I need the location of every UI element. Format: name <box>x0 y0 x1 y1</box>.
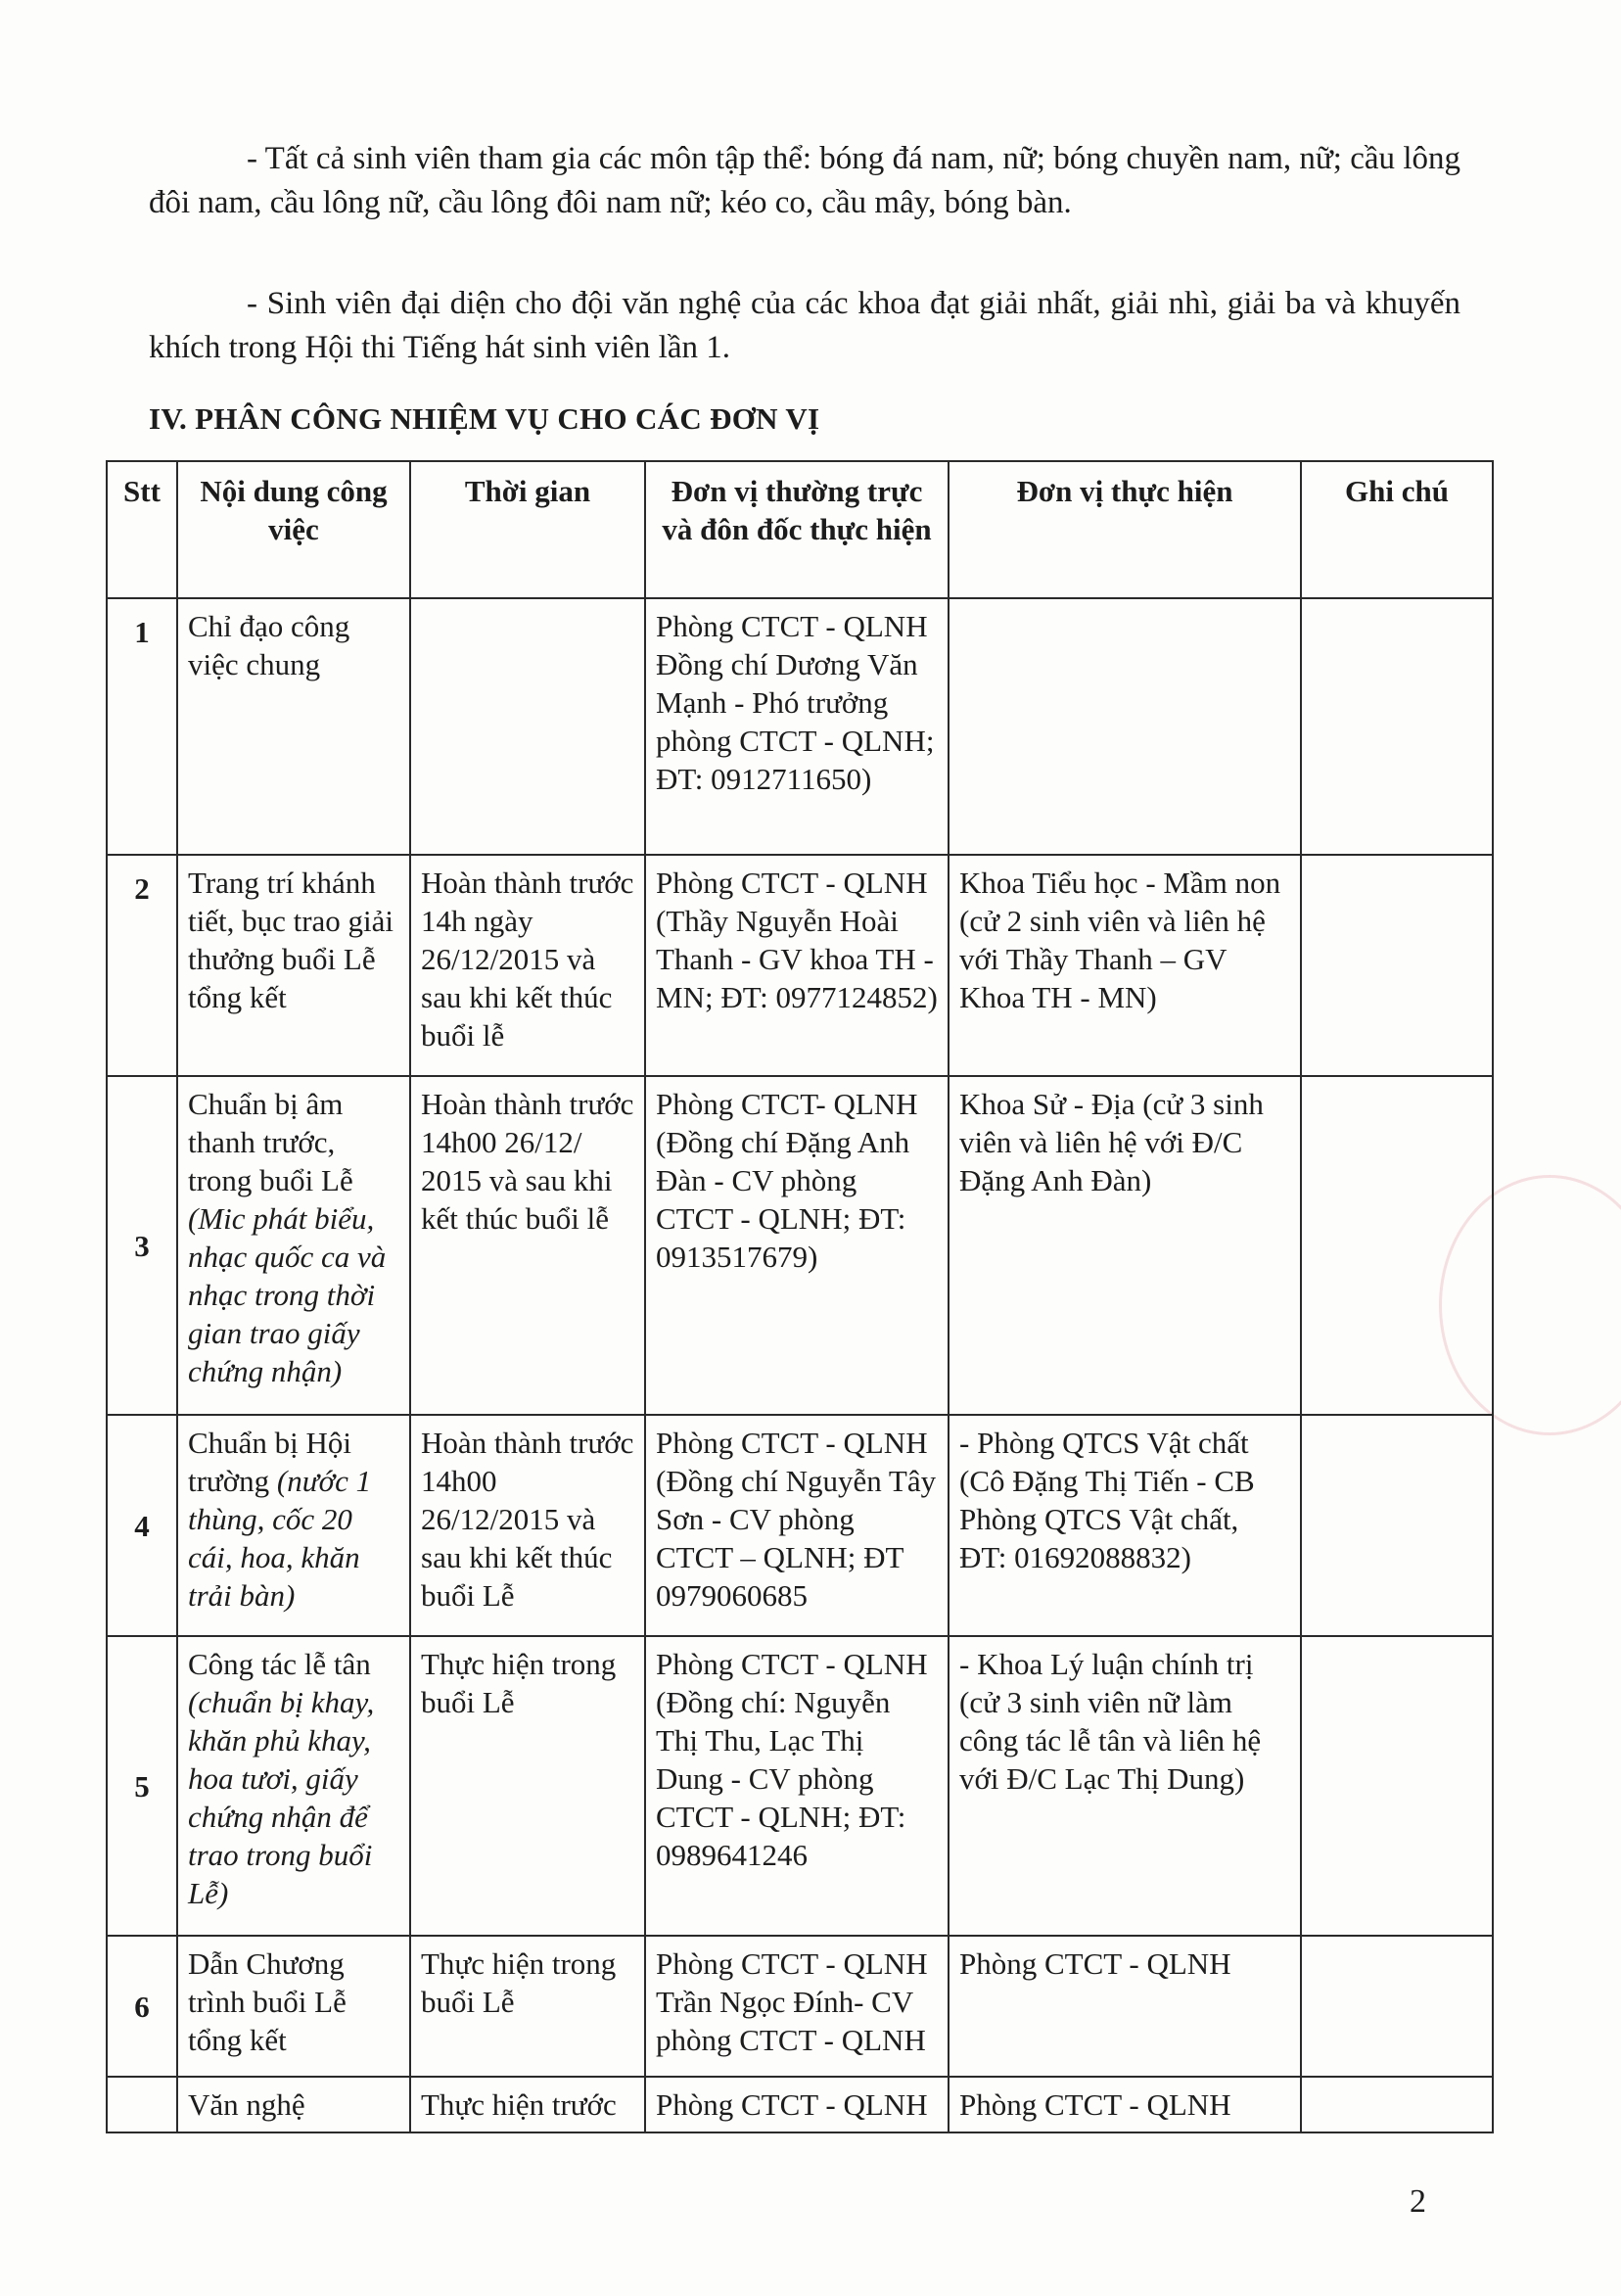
task-assignment-table <box>106 460 1494 2133</box>
supervisor-contact: Trần Ngọc Đính- CV phòng CTCT - QLNH <box>656 1985 926 2057</box>
executor-detail: (Cô Đặng Thị Tiến - CB Phòng QTCS Vật chất, ĐT: 01692088832) <box>959 1464 1255 1574</box>
table-row <box>107 1076 1493 1415</box>
paragraph-text: - Sinh viên đại diện cho đội văn nghệ của các khoa đạt giải nhất, giải nhì, giải ba và khuyến khích trong Hội thi Tiếng hát sinh viên lần 1. <box>149 286 1460 365</box>
row-supervisor <box>645 2077 949 2132</box>
executor-unit: - Phòng QTCS Vật chất <box>959 1426 1249 1460</box>
row-stt: 1 <box>107 598 177 855</box>
header-stt: Stt <box>107 461 177 598</box>
row-supervisor <box>645 598 949 855</box>
row-note <box>1301 1076 1493 1415</box>
table-header-row <box>107 461 1493 598</box>
content-text: Trang trí khánh tiết, bục trao giải thưởng buổi Lễ tổng kết <box>188 866 394 1014</box>
content-note: (Mic phát biểu, nhạc quốc ca và nhạc trong thời gian trao giấy chứng nhận) <box>188 1201 387 1388</box>
paragraph-text: - Tất cả sinh viên tham gia các môn tập thể: bóng đá nam, nữ; bóng chuyền nam, nữ; cầu lông đôi nam, cầu lông nữ, cầu lông đôi nam nữ; kéo co, cầu mây, bóng bàn. <box>149 141 1460 220</box>
row-supervisor <box>645 1415 949 1636</box>
row-executor <box>949 855 1301 1076</box>
supervisor-unit: Phòng CTCT - QLNH <box>656 1946 928 1981</box>
content-text: Chuẩn bị Hội trường <box>188 1426 352 1498</box>
row-time: Thực hiện trong buổi Lễ <box>410 1636 645 1936</box>
row-executor <box>949 1076 1301 1415</box>
executor-detail: Khoa Sử - Địa (cử 3 sinh viên và liên hệ với Đ/C Đặng Anh Đàn) <box>959 1087 1264 1197</box>
header-executor: Đơn vị thực hiện <box>949 461 1301 598</box>
supervisor-contact: (Đồng chí Nguyễn Tây Sơn - CV phòng CTCT – QLNH; ĐT 0979060685 <box>656 1464 937 1613</box>
table-row <box>107 598 1493 855</box>
row-executor <box>949 598 1301 855</box>
row-executor <box>949 1636 1301 1936</box>
row-stt <box>107 2077 177 2132</box>
supervisor-contact: Đồng chí Dương Văn Mạnh - Phó trưởng phòng CTCT - QLNH; ĐT: 0912711650) <box>656 647 935 796</box>
row-time: Hoàn thành trước 14h00 26/12/2015 và sau khi kết thúc buổi Lễ <box>410 1415 645 1636</box>
table-row <box>107 2077 1493 2132</box>
row-note <box>1301 1415 1493 1636</box>
row-content <box>177 1076 410 1415</box>
content-text: Dẫn Chương trình buổi Lễ tổng kết <box>188 1946 347 2057</box>
executor-detail: (cử 2 sinh viên và liên hệ với Thầy Thanh – GV Khoa TH - MN) <box>959 904 1266 1014</box>
executor-unit: Khoa Tiểu học - Mầm non <box>959 866 1281 900</box>
row-note <box>1301 1936 1493 2077</box>
row-content <box>177 1936 410 2077</box>
header-note: Ghi chú <box>1301 461 1493 598</box>
row-note <box>1301 855 1493 1076</box>
row-stt: 6 <box>107 1936 177 2077</box>
row-stt: 5 <box>107 1636 177 1936</box>
row-note <box>1301 2077 1493 2132</box>
content-text: Chuẩn bị âm thanh trước, trong buổi Lễ <box>188 1087 353 1197</box>
executor-detail: - Khoa Lý luận chính trị (cử 3 sinh viên nữ làm công tác lễ tân và liên hệ với Đ/C Lạc Thị Dung) <box>959 1647 1262 1796</box>
row-supervisor <box>645 855 949 1076</box>
paragraph-participants <box>149 137 1460 225</box>
supervisor-unit: Phòng CTCT - QLNH <box>656 2087 928 2122</box>
row-stt: 4 <box>107 1415 177 1636</box>
supervisor-contact: (Thầy Nguyễn Hoài Thanh - GV khoa TH - MN; ĐT: 0977124852) <box>656 904 938 1014</box>
supervisor-unit: Phòng CTCT- QLNH <box>656 1087 918 1121</box>
header-time: Thời gian <box>410 461 645 598</box>
header-content: Nội dung công việc <box>177 461 410 598</box>
row-supervisor <box>645 1936 949 2077</box>
row-time: Thực hiện trong buổi Lễ <box>410 1936 645 2077</box>
paragraph-art-team <box>149 282 1460 370</box>
row-content <box>177 2077 410 2132</box>
row-content <box>177 1636 410 1936</box>
executor-unit: Phòng CTCT - QLNH <box>959 2087 1231 2122</box>
supervisor-unit: Phòng CTCT - QLNH <box>656 609 928 643</box>
table-row <box>107 1415 1493 1636</box>
row-supervisor <box>645 1636 949 1936</box>
table-row <box>107 855 1493 1076</box>
row-executor <box>949 1936 1301 2077</box>
page-number: 2 <box>1410 2183 1426 2220</box>
row-time <box>410 598 645 855</box>
executor-unit: Phòng CTCT - QLNH <box>959 1946 1231 1981</box>
table-row <box>107 1636 1493 1936</box>
row-content <box>177 855 410 1076</box>
row-executor <box>949 2077 1301 2132</box>
supervisor-contact: (Đồng chí Đặng Anh Đàn - CV phòng CTCT - QLNH; ĐT: 0913517679) <box>656 1125 910 1274</box>
row-note <box>1301 1636 1493 1936</box>
row-content <box>177 1415 410 1636</box>
row-time: Thực hiện trước <box>410 2077 645 2132</box>
supervisor-unit: Phòng CTCT - QLNH <box>656 1426 928 1460</box>
table-row <box>107 1936 1493 2077</box>
content-text: Công tác lễ tân <box>188 1647 371 1681</box>
content-text: Văn nghệ <box>188 2087 305 2122</box>
content-note: (nước 1 thùng, cốc 20 cái, hoa, khăn trải bàn) <box>188 1464 372 1613</box>
content-note: (chuẩn bị khay, khăn phủ khay, hoa tươi, giấy chứng nhận để trao trong buổi Lễ) <box>188 1685 375 1910</box>
header-supervisor: Đơn vị thường trực và đôn đốc thực hiện <box>645 461 949 598</box>
row-stt: 3 <box>107 1076 177 1415</box>
row-content <box>177 598 410 855</box>
row-time: Hoàn thành trước 14h00 26/12/ 2015 và sau khi kết thúc buổi lễ <box>410 1076 645 1415</box>
row-time: Hoàn thành trước 14h ngày 26/12/2015 và sau khi kết thúc buổi lễ <box>410 855 645 1076</box>
supervisor-unit: Phòng CTCT - QLNH <box>656 866 928 900</box>
row-note <box>1301 598 1493 855</box>
section-heading: IV. PHÂN CÔNG NHIỆM VỤ CHO CÁC ĐƠN VỊ <box>149 401 820 436</box>
row-stt: 2 <box>107 855 177 1076</box>
supervisor-contact: (Đồng chí: Nguyễn Thị Thu, Lạc Thị Dung - CV phòng CTCT - QLNH; ĐT: 0989641246 <box>656 1685 906 1872</box>
supervisor-unit: Phòng CTCT - QLNH <box>656 1647 928 1681</box>
content-text: Chỉ đạo công việc chung <box>188 609 350 681</box>
row-supervisor <box>645 1076 949 1415</box>
row-executor <box>949 1415 1301 1636</box>
